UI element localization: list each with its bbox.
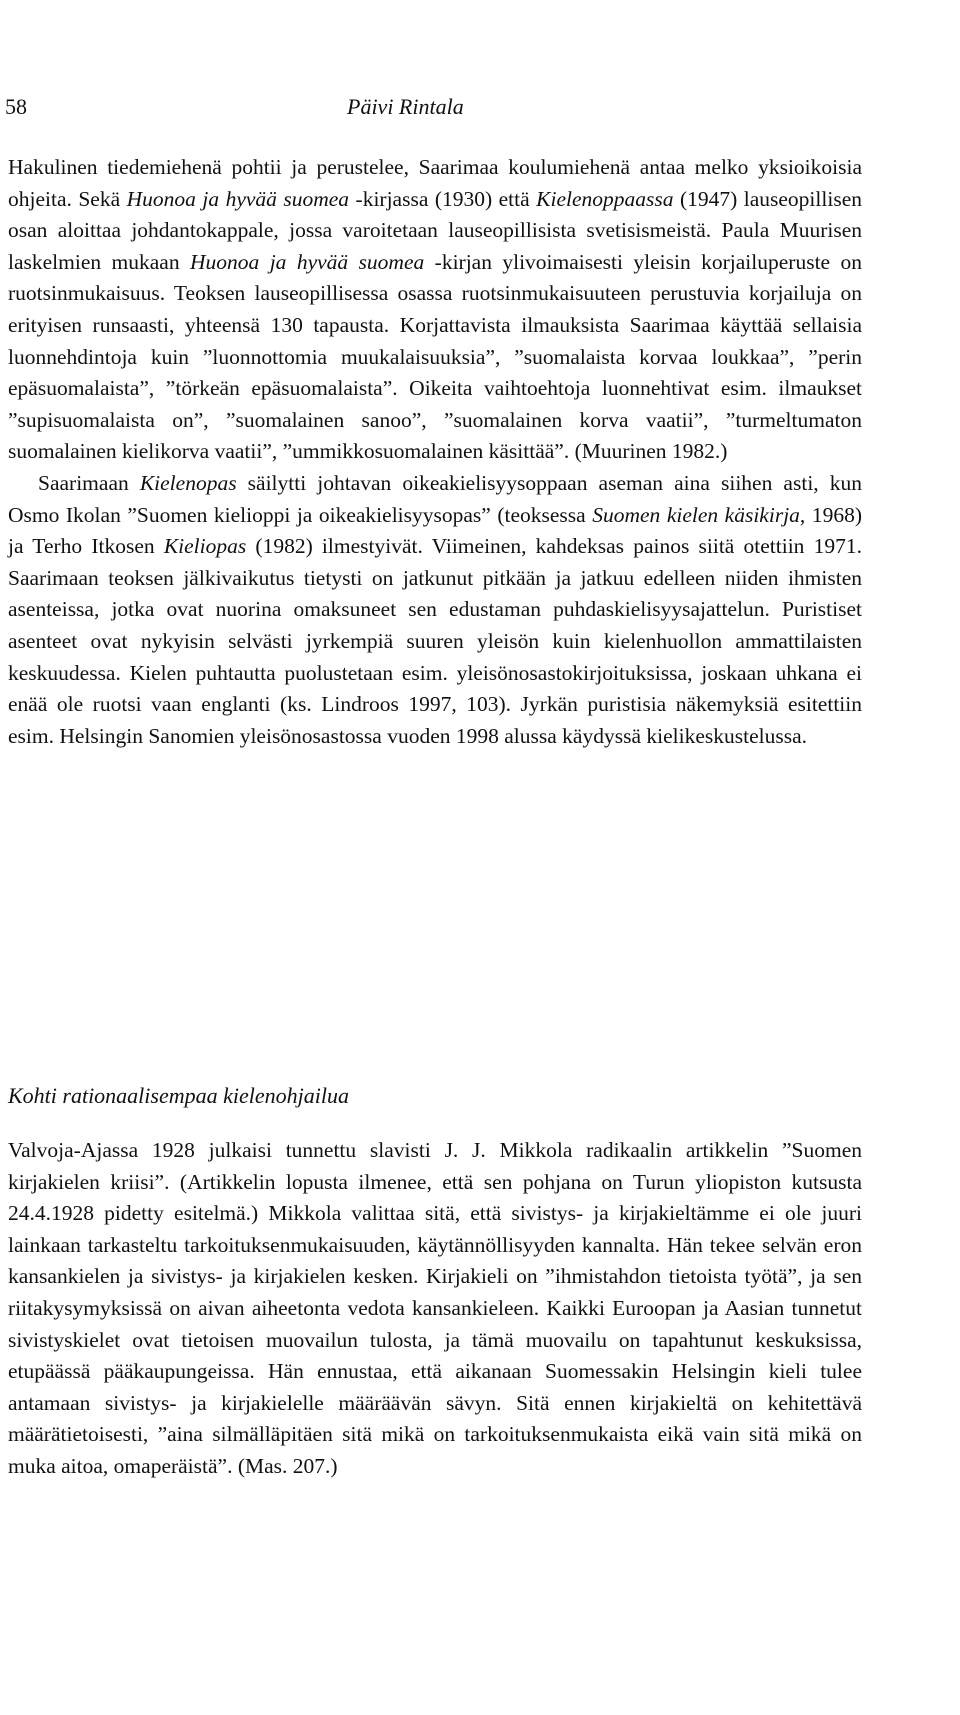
running-title: Päivi Rintala xyxy=(347,94,464,119)
paragraph: Valvoja-Ajassa 1928 julkaisi tunnettu slavisti J. J. Mikkola radikaalin artikkelin ”Suomen kirjakielen kriisi”. (Artikkelin lopusta ilmenee, että sen pohjana on Turun yliopiston kutsusta 24.4.1928 pidetty esitelmä.) Mikkola valittaa sitä, että sivistys- ja kirjakieltämme ei ole juuri lainkaan tarkasteltu tarkoituksenmukaisuuden, käytännöllisyyden kannalta. Hän tekee selvän eron kansankielen ja sivistys- ja kirjakielen kesken. Kirjakieli on ”ihmistahdon tietoista työtä”, ja sen riitakysymyksissä on aivan aiheetonta vedota kansankieleen. Kaikki Euroopan ja Aasian tunnetut sivistyskielet ovat tietoisen muovailun tulosta, ja tämä muovailu on tapahtunut keskuksissa, etupäässä pääkaupungeissa. Hän ennustaa, että aikanaan Suomessakin Helsingin kieli tulee antamaan sivistys- ja kirjakielelle määräävän sävyn. Sitä ennen kirjakieltä on kehitettävä määrätietoisesti, ”aina silmälläpitäen sitä mikä on tarkoituksenmukaista eikä vain sitä mikä on muka aitoa, omaperäistä”. (Mas. 207.) xyxy=(8,1138,862,1478)
page-number: 58 xyxy=(5,94,27,119)
section-2-text xyxy=(8,1135,862,1483)
book-title: Suomen kielen käsikirja xyxy=(592,502,800,527)
book-title: Kieliopas xyxy=(163,534,247,559)
paragraph: Saarimaan Kielenopas säilytti johtavan oikeakielisyysoppaan aseman aina siihen asti, kun Osmo Ikolan ”Suomen kielioppi ja oikeakielisyysopas” (teoksessa Suomen kielen käsikirja, 1968) ja Terho Itkosen Kieliopas (1982) ilmestyivät. Viimeinen, kahdeksas painos siitä otettiin 1971. Saarimaan teoksen jälkivaikutus tietysti on jatkunut pitkään ja jatkuu edelleen niiden ihmisten asenteissa, jotka ovat nuorina omaksuneet sen edustaman puhdaskielisyysajattelun. Puristiset asenteet ovat nykyisin selvästi jyrkempiä suuren yleisön kuin kielenhuollon ammattilaisten keskuudessa. Kielen puhtautta puolustetaan esim. yleisönosastokirjoituksissa, joskaan uhkana ei enää ole ruotsi vaan englanti (ks. Lindroos 1997, 103). Jyrkän puristisia näkemyksiä esitettiin esim. Helsingin Sanomien yleisönosastossa vuoden 1998 alussa käydyssä kielikeskustelussa. xyxy=(8,470,862,748)
section-heading: Kohti rationaalisempaa kielenohjailua xyxy=(8,1083,349,1108)
book-title: Kielenoppaassa xyxy=(536,186,674,211)
paragraph: Hakulinen tiedemiehenä pohtii ja perustelee, Saarimaa koulumiehenä antaa melko yksioikoisia ohjeita. Sekä Huonoa ja hyvää suomea -kirjassa (1930) että Kielenoppaassa (1947) lauseopillisen osan aloittaa johdantokappale, jossa varoitetaan lauseopillisista svetisismeistä. Paula Muurisen laskelmien mukaan Huonoa ja hyvää suomea -kirjan ylivoimaisesti yleisin korjailuperuste on ruotsinmukaisuus. Teoksen lauseopillisessa osassa ruotsinmukaisuuteen perustuvia korjailuja on erityisen runsaasti, yhteensä 130 tapausta. Korjattavista ilmauksista Saarimaa käyttää sellaisia luonnehdintoja kuin ”luonnottomia muukalaisuuksia”, ”suomalaista korvaa loukkaa”, ”perin epäsuomalaista”, ”törkeän epäsuomalaista”. Oikeita vaihtoehtoja luonnehtivat esim. ilmaukset ”supisuomalaista on”, ”suomalainen sanoo”, ”suomalainen korva vaatii”, ”turmeltumaton suomalainen kielikorva vaatii”, ”ummikkosuomalainen käsittää”. (Muurinen 1982.) xyxy=(8,155,862,464)
running-head xyxy=(5,92,865,122)
book-title: Huonoa ja hyvää suomea xyxy=(190,249,425,274)
section-1-text xyxy=(8,152,862,752)
book-title: Huonoa ja hyvää suomea xyxy=(126,186,350,211)
book-title: Kielenopas xyxy=(139,470,237,495)
